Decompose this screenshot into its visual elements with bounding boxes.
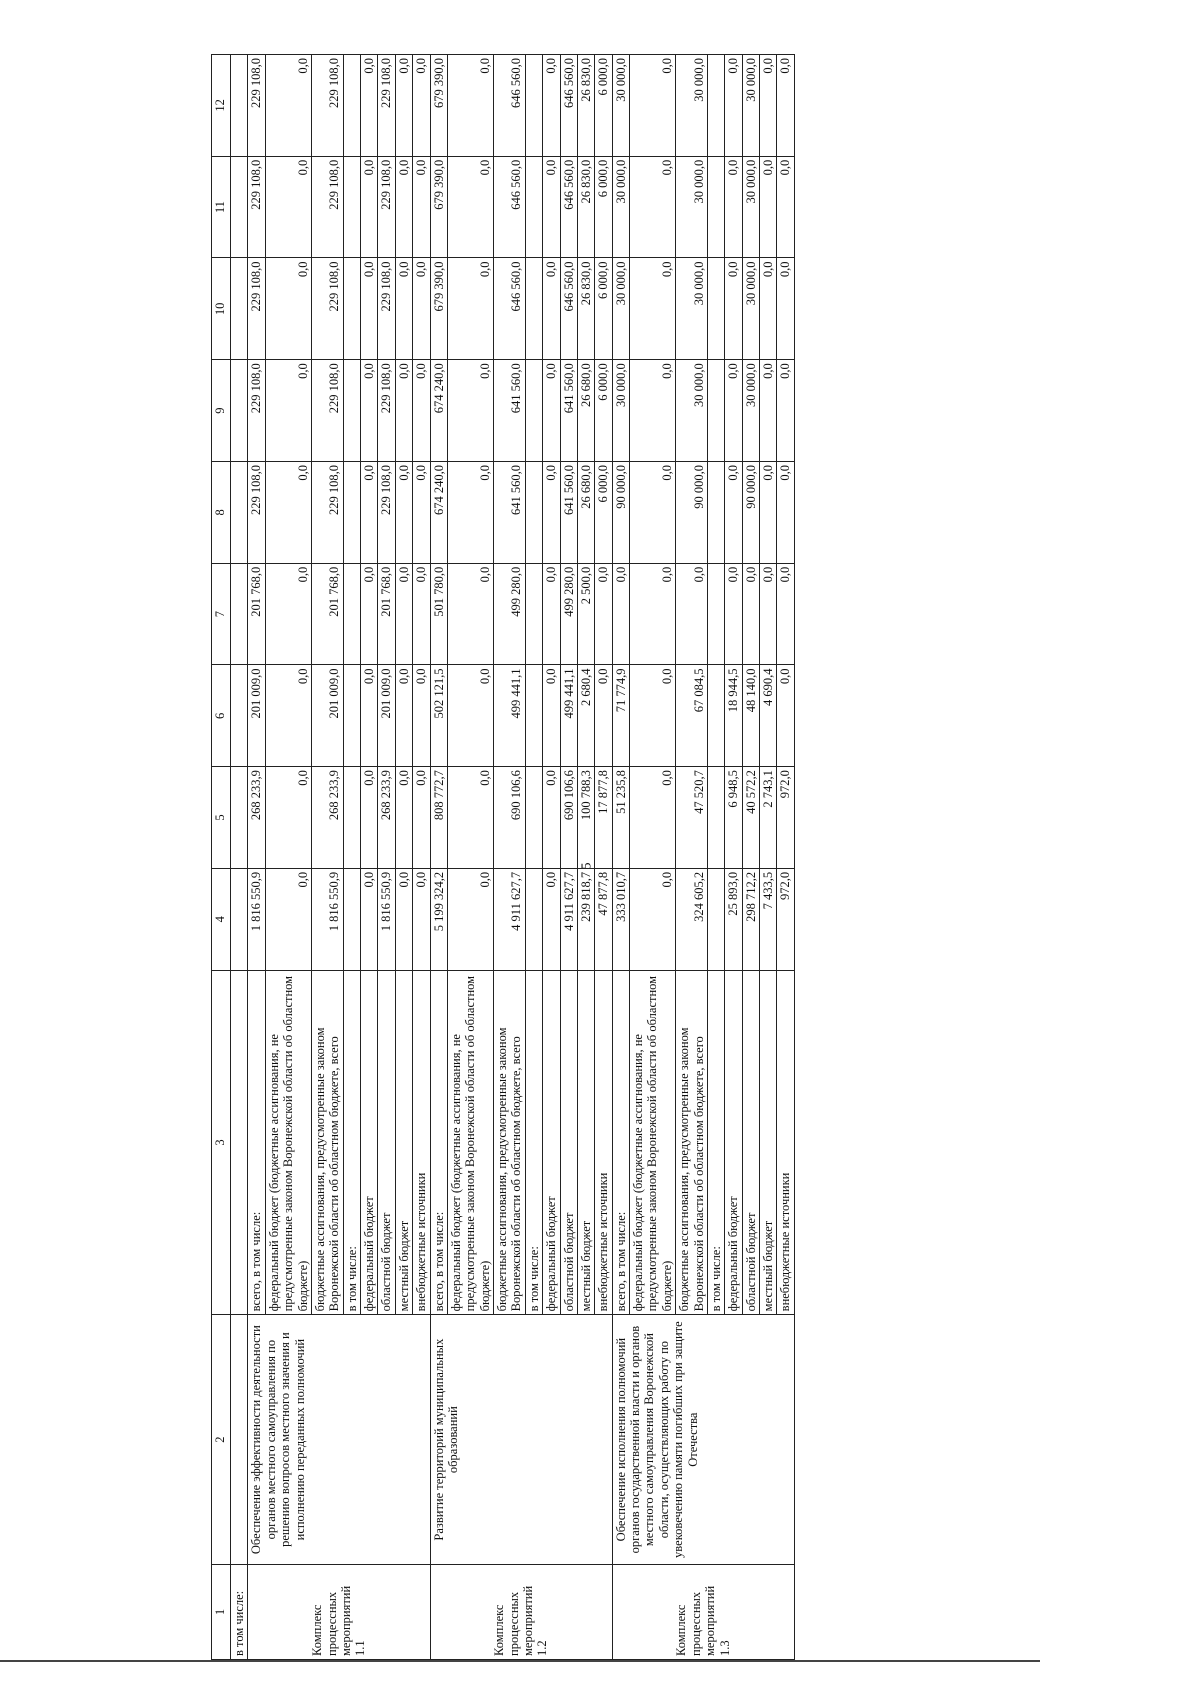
value-cell: 239 818,7 (577, 868, 594, 970)
intro-row (231, 55, 248, 1660)
empty-cell (231, 55, 248, 157)
value-cell: 674 240,0 (430, 461, 447, 563)
value-cell: 0,0 (361, 156, 378, 258)
value-cell: 40 572,2 (742, 767, 759, 869)
empty-cell (231, 868, 248, 970)
value-cell: 0,0 (447, 563, 493, 665)
value-cell: 0,0 (760, 55, 777, 157)
value-cell: 6 948,5 (725, 767, 742, 869)
value-cell: 808 772,7 (430, 767, 447, 869)
value-cell: 30 000,0 (676, 156, 708, 258)
value-cell: 90 000,0 (742, 461, 759, 563)
value-cell: 229 108,0 (378, 55, 395, 157)
value-cell: 229 108,0 (248, 258, 265, 360)
value-cell: 4 911 627,7 (494, 868, 526, 970)
value-cell: 1 816 550,9 (311, 868, 343, 970)
page-number: 5 (579, 862, 595, 870)
value-cell: 0,0 (447, 55, 493, 157)
value-cell: 229 108,0 (248, 360, 265, 462)
value-cell: 0,0 (361, 55, 378, 157)
value-cell: 0,0 (361, 868, 378, 970)
value-cell: 0,0 (777, 461, 794, 563)
value-cell: 0,0 (725, 563, 742, 665)
value-cell: 0,0 (395, 55, 412, 157)
value-cell: 0,0 (543, 360, 560, 462)
value-cell: 0,0 (447, 767, 493, 869)
value-cell (525, 665, 542, 767)
value-cell (707, 360, 724, 462)
section-code: Комплекс процессных мероприятий 1.1 (248, 1564, 430, 1659)
value-cell: 0,0 (760, 258, 777, 360)
value-cell: 499 280,0 (494, 563, 526, 665)
value-cell: 0,0 (447, 258, 493, 360)
value-cell: 0,0 (760, 156, 777, 258)
value-cell: 17 877,8 (595, 767, 612, 869)
value-cell: 0,0 (413, 665, 430, 767)
row-label: областной бюджет (378, 970, 395, 1315)
value-cell: 26 680,0 (577, 360, 594, 462)
value-cell: 0,0 (595, 665, 612, 767)
value-cell: 0,0 (777, 55, 794, 157)
value-cell: 646 560,0 (560, 156, 577, 258)
value-cell: 268 233,9 (248, 767, 265, 869)
value-cell (707, 665, 724, 767)
column-header: 3 (212, 970, 231, 1315)
value-cell: 6 000,0 (595, 55, 612, 157)
row-label: внебюджетные источники (595, 970, 612, 1315)
value-cell: 0,0 (361, 767, 378, 869)
value-cell: 641 560,0 (560, 360, 577, 462)
row-label: в том числе: (707, 970, 724, 1315)
value-cell: 0,0 (413, 767, 430, 869)
value-cell: 51 235,8 (612, 767, 629, 869)
value-cell: 6 000,0 (595, 360, 612, 462)
value-cell: 229 108,0 (378, 360, 395, 462)
value-cell: 0,0 (413, 156, 430, 258)
value-cell: 0,0 (543, 665, 560, 767)
value-cell: 268 233,9 (378, 767, 395, 869)
value-cell: 0,0 (543, 563, 560, 665)
value-cell: 6 000,0 (595, 258, 612, 360)
value-cell: 0,0 (395, 360, 412, 462)
value-cell (343, 868, 360, 970)
value-cell: 0,0 (413, 563, 430, 665)
value-cell: 679 390,0 (430, 55, 447, 157)
value-cell: 201 768,0 (311, 563, 343, 665)
column-header: 4 (212, 868, 231, 970)
value-cell: 229 108,0 (311, 258, 343, 360)
value-cell: 229 108,0 (248, 461, 265, 563)
value-cell: 0,0 (361, 665, 378, 767)
empty-cell (231, 665, 248, 767)
value-cell: 30 000,0 (676, 258, 708, 360)
value-cell: 2 743,1 (760, 767, 777, 869)
section-code: Комплекс процессных мероприятий 1.3 (612, 1564, 794, 1659)
value-cell: 502 121,5 (430, 665, 447, 767)
value-cell: 0,0 (630, 665, 676, 767)
value-cell: 972,0 (777, 767, 794, 869)
column-header: 6 (212, 665, 231, 767)
value-cell: 229 108,0 (311, 360, 343, 462)
value-cell: 0,0 (630, 868, 676, 970)
value-cell: 30 000,0 (676, 360, 708, 462)
row-label: в том числе: (525, 970, 542, 1315)
value-cell: 0,0 (630, 461, 676, 563)
empty-cell (231, 156, 248, 258)
value-cell: 30 000,0 (612, 156, 629, 258)
value-cell: 0,0 (361, 461, 378, 563)
value-cell: 641 560,0 (494, 360, 526, 462)
value-cell: 0,0 (447, 665, 493, 767)
value-cell: 0,0 (395, 156, 412, 258)
value-cell (343, 360, 360, 462)
value-cell: 268 233,9 (311, 767, 343, 869)
value-cell: 0,0 (630, 156, 676, 258)
value-cell: 0,0 (725, 55, 742, 157)
value-cell (343, 55, 360, 157)
value-cell: 0,0 (630, 55, 676, 157)
value-cell: 641 560,0 (494, 461, 526, 563)
value-cell: 5 199 324,2 (430, 868, 447, 970)
empty-cell (231, 258, 248, 360)
row-label: местный бюджет (395, 970, 412, 1315)
value-cell (525, 868, 542, 970)
value-cell: 0,0 (543, 55, 560, 157)
value-cell: 229 108,0 (248, 156, 265, 258)
value-cell: 0,0 (413, 258, 430, 360)
value-cell: 646 560,0 (494, 258, 526, 360)
value-cell: 201 009,0 (248, 665, 265, 767)
value-cell: 0,0 (543, 868, 560, 970)
value-cell: 6 000,0 (595, 156, 612, 258)
value-cell (707, 156, 724, 258)
value-cell: 90 000,0 (612, 461, 629, 563)
rotated-table-wrapper (211, 54, 1061, 1660)
value-cell (343, 156, 360, 258)
value-cell: 0,0 (395, 461, 412, 563)
value-cell: 646 560,0 (560, 258, 577, 360)
value-cell: 30 000,0 (742, 258, 759, 360)
value-cell: 47 520,7 (676, 767, 708, 869)
value-cell: 646 560,0 (560, 55, 577, 157)
value-cell: 0,0 (595, 563, 612, 665)
page-bottom-rule (0, 1660, 1040, 1662)
value-cell: 26 830,0 (577, 258, 594, 360)
value-cell: 0,0 (413, 360, 430, 462)
row-label: всего, в том числе: (612, 970, 629, 1315)
value-cell: 0,0 (361, 258, 378, 360)
value-cell: 499 441,1 (560, 665, 577, 767)
empty-cell (231, 360, 248, 462)
value-cell: 229 108,0 (378, 258, 395, 360)
value-cell: 0,0 (395, 563, 412, 665)
section-name: Обеспечение эффективности деятельности органов местного самоуправления по решению вопросов местного значения и исполнению переданных полномочий (248, 1315, 430, 1565)
value-cell: 26 830,0 (577, 55, 594, 157)
value-cell (525, 563, 542, 665)
row-label: федеральный бюджет (бюджетные ассигнования, не предусмотренные законом Воронежской области об областном бюджете) (265, 970, 311, 1315)
value-cell (525, 258, 542, 360)
value-cell: 0,0 (543, 767, 560, 869)
value-cell: 26 830,0 (577, 156, 594, 258)
empty-cell (231, 563, 248, 665)
table-row (612, 55, 629, 1660)
value-cell (343, 767, 360, 869)
column-header: 11 (212, 156, 231, 258)
value-cell: 0,0 (265, 767, 311, 869)
value-cell: 0,0 (265, 258, 311, 360)
value-cell: 30 000,0 (612, 258, 629, 360)
value-cell: 0,0 (630, 258, 676, 360)
intro-label: в том числе: (231, 1564, 248, 1659)
value-cell: 0,0 (543, 461, 560, 563)
column-header: 10 (212, 258, 231, 360)
value-cell (707, 258, 724, 360)
empty-cell (231, 767, 248, 869)
row-label: бюджетные ассигнования, предусмотренные законом Воронежской области об областном бюджете, всего (311, 970, 343, 1315)
value-cell: 972,0 (777, 868, 794, 970)
value-cell: 0,0 (265, 563, 311, 665)
value-cell: 2 680,4 (577, 665, 594, 767)
value-cell (707, 767, 724, 869)
value-cell: 0,0 (725, 156, 742, 258)
value-cell: 100 788,3 (577, 767, 594, 869)
value-cell: 641 560,0 (560, 461, 577, 563)
row-label: местный бюджет (577, 970, 594, 1315)
table-row (430, 55, 447, 1660)
value-cell: 0,0 (413, 868, 430, 970)
value-cell: 0,0 (395, 258, 412, 360)
value-cell: 0,0 (447, 868, 493, 970)
value-cell (343, 461, 360, 563)
value-cell: 0,0 (676, 563, 708, 665)
row-label: в том числе: (343, 970, 360, 1315)
value-cell: 679 390,0 (430, 156, 447, 258)
column-header: 2 (212, 1315, 231, 1565)
value-cell: 0,0 (760, 461, 777, 563)
value-cell: 0,0 (395, 868, 412, 970)
value-cell: 30 000,0 (612, 360, 629, 462)
value-cell: 0,0 (395, 665, 412, 767)
value-cell: 30 000,0 (742, 156, 759, 258)
value-cell (343, 258, 360, 360)
value-cell: 0,0 (742, 563, 759, 665)
row-label: федеральный бюджет (725, 970, 742, 1315)
budget-table (211, 54, 795, 1660)
value-cell: 229 108,0 (378, 156, 395, 258)
row-label: местный бюджет (760, 970, 777, 1315)
section-name: Развитие территорий муниципальных образований (430, 1315, 612, 1565)
value-cell: 0,0 (265, 156, 311, 258)
value-cell: 26 680,0 (577, 461, 594, 563)
empty-cell (231, 461, 248, 563)
value-cell: 6 000,0 (595, 461, 612, 563)
value-cell: 0,0 (725, 461, 742, 563)
value-cell: 0,0 (395, 767, 412, 869)
value-cell: 0,0 (543, 156, 560, 258)
value-cell: 679 390,0 (430, 258, 447, 360)
value-cell (707, 55, 724, 157)
value-cell: 0,0 (630, 563, 676, 665)
column-header: 12 (212, 55, 231, 157)
value-cell: 201 768,0 (378, 563, 395, 665)
section-code: Комплекс процессных мероприятий 1.2 (430, 1564, 612, 1659)
column-header: 5 (212, 767, 231, 869)
value-cell: 229 108,0 (311, 461, 343, 563)
value-cell: 0,0 (777, 360, 794, 462)
value-cell: 90 000,0 (676, 461, 708, 563)
value-cell: 0,0 (265, 868, 311, 970)
value-cell: 1 816 550,9 (378, 868, 395, 970)
row-label: федеральный бюджет (бюджетные ассигнования, не предусмотренные законом Воронежской области об областном бюджете) (447, 970, 493, 1315)
row-label: областной бюджет (742, 970, 759, 1315)
value-cell: 30 000,0 (742, 360, 759, 462)
value-cell (343, 665, 360, 767)
value-cell (525, 360, 542, 462)
value-cell: 201 009,0 (378, 665, 395, 767)
value-cell: 0,0 (265, 55, 311, 157)
value-cell: 298 712,2 (742, 868, 759, 970)
column-header: 9 (212, 360, 231, 462)
value-cell: 0,0 (777, 156, 794, 258)
value-cell: 0,0 (413, 461, 430, 563)
value-cell (525, 767, 542, 869)
value-cell: 0,0 (265, 461, 311, 563)
value-cell: 229 108,0 (248, 55, 265, 157)
value-cell: 0,0 (543, 258, 560, 360)
value-cell: 0,0 (760, 563, 777, 665)
value-cell: 229 108,0 (311, 156, 343, 258)
column-header: 7 (212, 563, 231, 665)
row-label: внебюджетные источники (413, 970, 430, 1315)
value-cell: 0,0 (777, 563, 794, 665)
value-cell: 1 816 550,9 (248, 868, 265, 970)
row-label: бюджетные ассигнования, предусмотренные законом Воронежской области об областном бюджете, всего (494, 970, 526, 1315)
value-cell: 499 441,1 (494, 665, 526, 767)
value-cell: 0,0 (725, 360, 742, 462)
value-cell: 18 944,5 (725, 665, 742, 767)
value-cell: 0,0 (447, 156, 493, 258)
value-cell: 71 774,9 (612, 665, 629, 767)
value-cell: 324 605,2 (676, 868, 708, 970)
row-label: всего, в том числе: (430, 970, 447, 1315)
value-cell: 67 084,5 (676, 665, 708, 767)
value-cell: 7 433,5 (760, 868, 777, 970)
value-cell: 646 560,0 (494, 55, 526, 157)
row-label: внебюджетные источники (777, 970, 794, 1315)
value-cell (525, 461, 542, 563)
value-cell (525, 156, 542, 258)
value-cell: 0,0 (413, 55, 430, 157)
value-cell: 2 500,0 (577, 563, 594, 665)
row-label: бюджетные ассигнования, предусмотренные законом Воронежской области об областном бюджете, всего (676, 970, 708, 1315)
row-label: федеральный бюджет (бюджетные ассигнования, не предусмотренные законом Воронежской области об областном бюджете) (630, 970, 676, 1315)
value-cell: 0,0 (447, 360, 493, 462)
value-cell: 333 010,7 (612, 868, 629, 970)
row-label: всего, в том числе: (248, 970, 265, 1315)
value-cell: 30 000,0 (612, 55, 629, 157)
value-cell (525, 55, 542, 157)
value-cell: 0,0 (265, 665, 311, 767)
row-label: федеральный бюджет (361, 970, 378, 1315)
value-cell: 674 240,0 (430, 360, 447, 462)
value-cell: 0,0 (361, 360, 378, 462)
value-cell: 646 560,0 (494, 156, 526, 258)
value-cell (343, 563, 360, 665)
value-cell: 47 877,8 (595, 868, 612, 970)
value-cell: 0,0 (630, 360, 676, 462)
value-cell: 48 140,0 (742, 665, 759, 767)
value-cell: 0,0 (361, 563, 378, 665)
value-cell: 201 768,0 (248, 563, 265, 665)
value-cell: 690 106,6 (494, 767, 526, 869)
table-row (248, 55, 265, 1660)
value-cell (707, 563, 724, 665)
value-cell: 229 108,0 (378, 461, 395, 563)
value-cell: 0,0 (265, 360, 311, 462)
value-cell: 0,0 (760, 360, 777, 462)
value-cell: 25 893,0 (725, 868, 742, 970)
value-cell: 0,0 (447, 461, 493, 563)
value-cell: 0,0 (630, 767, 676, 869)
column-header: 8 (212, 461, 231, 563)
value-cell (707, 868, 724, 970)
empty-cell (231, 970, 248, 1315)
value-cell: 499 280,0 (560, 563, 577, 665)
value-cell: 30 000,0 (676, 55, 708, 157)
header-row (212, 55, 231, 1660)
row-label: областной бюджет (560, 970, 577, 1315)
value-cell: 0,0 (777, 258, 794, 360)
empty-cell (231, 1315, 248, 1565)
value-cell: 690 106,6 (560, 767, 577, 869)
value-cell: 0,0 (612, 563, 629, 665)
value-cell (707, 461, 724, 563)
value-cell: 201 009,0 (311, 665, 343, 767)
value-cell: 0,0 (725, 258, 742, 360)
value-cell: 30 000,0 (742, 55, 759, 157)
value-cell: 229 108,0 (311, 55, 343, 157)
value-cell: 0,0 (777, 665, 794, 767)
row-label: федеральный бюджет (543, 970, 560, 1315)
value-cell: 4 690,4 (760, 665, 777, 767)
value-cell: 501 780,0 (430, 563, 447, 665)
section-name: Обеспечение исполнения полномочий органов государственной власти и органов местного самоуправления Воронежской области, осуществляющих работу по увековечению памяти погибших при защите Отечества (612, 1315, 794, 1565)
column-header: 1 (212, 1564, 231, 1659)
value-cell: 4 911 627,7 (560, 868, 577, 970)
